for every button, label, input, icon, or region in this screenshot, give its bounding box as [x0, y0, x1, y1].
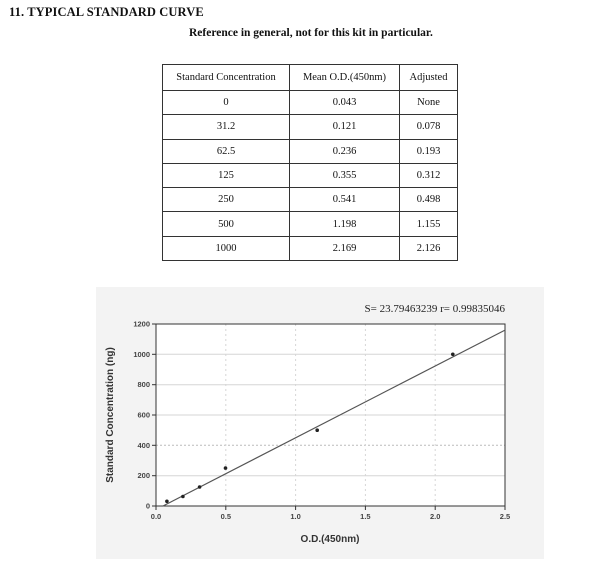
table-row [163, 236, 458, 260]
standard-curve-chart [96, 287, 544, 559]
cell-mean-od: 1.198 [290, 212, 400, 236]
cell-mean-od: 2.169 [290, 236, 400, 260]
data-point [198, 485, 202, 489]
y-tick-labels [133, 320, 150, 511]
section-title: 11. TYPICAL STANDARD CURVE [9, 5, 204, 19]
cell-mean-od: 0.355 [290, 163, 400, 187]
y-tick-1000: 1000 [133, 349, 150, 359]
chart-svg [96, 287, 544, 559]
x-tick-1-5: 1.5 [360, 512, 371, 521]
y-tick-600: 600 [137, 410, 150, 420]
x-tick-1-0: 1.0 [290, 512, 301, 521]
data-point [224, 466, 228, 470]
cell-concentration: 1000 [163, 236, 290, 260]
table-row [163, 163, 458, 187]
x-axis-label: O.D.(450nm) [300, 534, 360, 545]
data-point [451, 353, 455, 357]
header-standard-concentration: Standard Concentration [163, 65, 290, 91]
header-adjusted: Adjusted [400, 65, 458, 91]
table-row [163, 188, 458, 212]
cell-adjusted: 0.312 [400, 163, 458, 187]
cell-concentration: 0 [163, 91, 290, 115]
x-tick-labels [151, 512, 510, 521]
standard-curve-table [162, 64, 458, 261]
cell-concentration: 250 [163, 188, 290, 212]
table-row [163, 115, 458, 139]
cell-mean-od: 0.121 [290, 115, 400, 139]
cell-adjusted: None [400, 91, 458, 115]
cell-adjusted: 0.078 [400, 115, 458, 139]
cell-mean-od: 0.043 [290, 91, 400, 115]
header-mean-od: Mean O.D.(450nm) [290, 65, 400, 91]
cell-mean-od: 0.236 [290, 139, 400, 163]
table-row [163, 91, 458, 115]
cell-concentration: 500 [163, 212, 290, 236]
x-tick-0: 0.0 [150, 512, 162, 521]
table-row [163, 212, 458, 236]
y-tick-0: 0 [145, 501, 150, 511]
reference-note: Reference in general, not for this kit in particular. [189, 27, 433, 39]
y-tick-800: 800 [137, 380, 150, 390]
data-point [181, 495, 185, 499]
y-tick-400: 400 [137, 440, 150, 450]
data-point [165, 500, 169, 504]
data-point [315, 428, 319, 432]
table-row [163, 139, 458, 163]
cell-adjusted: 0.498 [400, 188, 458, 212]
cell-concentration: 62.5 [163, 139, 290, 163]
x-tick-0-5: 0.5 [220, 512, 232, 521]
cell-adjusted: 2.126 [400, 236, 458, 260]
y-tick-1200: 1200 [133, 319, 150, 329]
table-header-row [163, 65, 458, 91]
regression-stats: S= 23.79463239 r= 0.99835046 [364, 303, 505, 315]
cell-adjusted: 0.193 [400, 139, 458, 163]
cell-concentration: 125 [163, 163, 290, 187]
cell-adjusted: 1.155 [400, 212, 458, 236]
x-tick-2-5: 2.5 [499, 512, 511, 521]
cell-mean-od: 0.541 [290, 188, 400, 212]
y-axis-label: Standard Concentration (ng) [105, 347, 116, 483]
y-tick-200: 200 [137, 471, 150, 481]
y-axis-ticks [152, 324, 156, 506]
cell-concentration: 31.2 [163, 115, 290, 139]
x-axis-ticks [156, 506, 505, 510]
x-tick-2-0: 2.0 [429, 512, 441, 521]
